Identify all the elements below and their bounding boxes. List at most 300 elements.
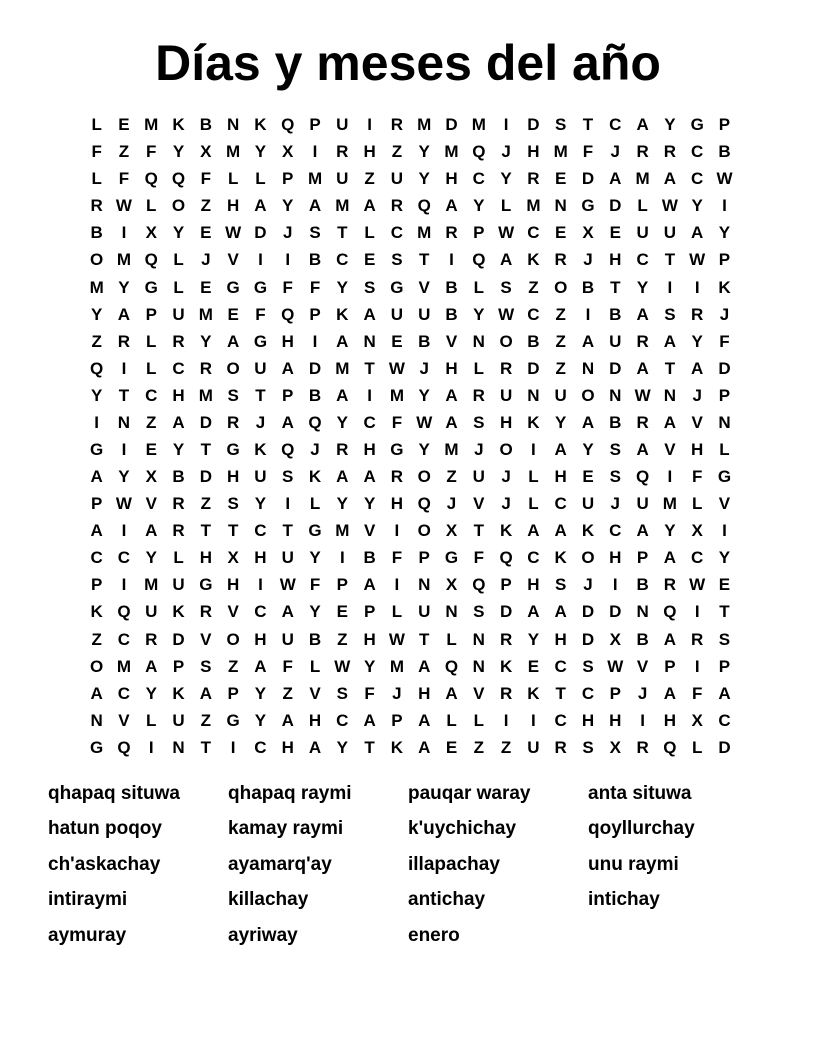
grid-letter: D (172, 629, 185, 649)
grid-letter: M (335, 196, 350, 216)
grid-letter: P (636, 548, 649, 568)
grid-letter: I (394, 575, 400, 595)
grid-letter: A (581, 331, 595, 351)
grid-letter: U (281, 548, 294, 568)
grid-letter: W (279, 575, 296, 595)
grid-letter: T (419, 629, 430, 649)
grid-letter: O (499, 439, 513, 459)
grid-letter: R (663, 142, 677, 162)
grid-letter: A (499, 250, 513, 270)
grid-letter: D (499, 602, 513, 622)
grid-letter: A (663, 548, 677, 568)
grid-letter: Q (472, 575, 486, 595)
grid-letter: Z (446, 467, 457, 487)
grid-letter: H (172, 385, 185, 405)
grid-letter: A (663, 169, 677, 189)
grid-letter: V (691, 412, 703, 432)
grid-letter: W (115, 494, 132, 514)
grid-letter: A (281, 710, 294, 730)
grid-letter: O (499, 331, 513, 351)
grid-letter: T (227, 521, 239, 541)
grid-letter: U (554, 385, 567, 405)
grid-letter: A (445, 683, 458, 703)
grid-letter: L (91, 115, 102, 135)
grid-letter: R (691, 304, 704, 324)
grid-letter: S (582, 656, 594, 676)
grid-letter: Y (363, 494, 376, 514)
grid-letter: T (582, 115, 594, 135)
grid-letter: R (499, 683, 513, 703)
grid-letter: M (116, 656, 132, 676)
grid-letter: P (718, 656, 731, 676)
grid-letter: Y (473, 304, 485, 324)
grid-letter: R (336, 439, 349, 459)
grid-letter: G (226, 277, 240, 297)
grid-letter: J (501, 467, 511, 487)
grid-letter: N (418, 575, 431, 595)
word-list-item: pauqar waray (408, 782, 531, 804)
grid-letter: M (526, 196, 541, 216)
grid-letter: X (582, 223, 594, 243)
grid-letter: M (553, 142, 568, 162)
grid-letter: Q (144, 250, 158, 270)
grid-letter: Y (418, 439, 430, 459)
grid-letter: P (309, 304, 321, 324)
grid-letter: V (309, 683, 321, 703)
grid-letter: K (172, 683, 185, 703)
grid-letter: H (308, 710, 322, 730)
grid-letter: H (363, 629, 376, 649)
grid-letter: X (200, 142, 212, 162)
grid-letter: P (718, 385, 731, 405)
grid-letter: A (199, 683, 212, 703)
word-list-item: ayriway (228, 924, 298, 946)
grid-letter: Y (363, 656, 376, 676)
grid-letter: T (364, 358, 375, 378)
grid-letter: A (254, 196, 267, 216)
grid-letter: P (718, 115, 731, 135)
grid-letter: A (663, 331, 677, 351)
grid-letter: W (716, 169, 733, 189)
word-list-item: k'uychichay (408, 818, 517, 840)
grid-letter: S (473, 412, 485, 432)
grid-letter: S (500, 277, 512, 297)
grid-letter: L (309, 656, 321, 676)
grid-letter: A (663, 412, 677, 432)
grid-letter: J (501, 142, 511, 162)
grid-letter: Q (635, 467, 650, 487)
grid-letter: W (689, 250, 706, 270)
grid-letter: U (472, 467, 485, 487)
grid-letter: B (172, 467, 185, 487)
grid-letter: X (691, 521, 703, 541)
grid-letter: E (118, 115, 130, 135)
word-list-item: intiraymi (48, 889, 128, 911)
grid-letter: X (691, 710, 703, 730)
grid-letter: U (418, 602, 431, 622)
grid-letter: K (499, 656, 513, 676)
grid-letter: M (389, 656, 404, 676)
grid-letter: S (555, 575, 567, 595)
grid-letter: J (446, 494, 457, 514)
grid-letter: C (554, 710, 567, 730)
grid-letter: A (363, 575, 376, 595)
grid-letter: L (637, 196, 648, 216)
grid-letter: M (198, 385, 213, 405)
word-list-item: hatun poqoy (48, 818, 162, 840)
grid-letter: L (146, 710, 157, 730)
grid-letter: P (282, 385, 294, 405)
grid-letter: B (418, 331, 431, 351)
grid-letter: V (118, 710, 130, 730)
grid-letter: R (90, 196, 103, 216)
grid-letter: R (199, 602, 212, 622)
grid-letter: Z (364, 169, 375, 189)
grid-letter: U (254, 467, 267, 487)
grid-letter: U (636, 223, 649, 243)
grid-letter: X (609, 629, 621, 649)
grid-letter: A (636, 358, 649, 378)
word-search-grid (83, 111, 738, 761)
grid-letter: M (226, 142, 241, 162)
grid-letter: I (694, 656, 700, 676)
grid-letter: R (390, 467, 404, 487)
grid-letter: K (527, 412, 540, 432)
grid-letter: B (445, 277, 458, 297)
grid-letter: L (91, 169, 102, 189)
grid-letter: O (226, 629, 240, 649)
grid-letter: Y (500, 169, 512, 189)
grid-letter: U (336, 115, 349, 135)
grid-letter: S (473, 602, 485, 622)
grid-letter: D (308, 358, 322, 378)
grid-letter: C (554, 656, 567, 676)
grid-letter: O (226, 358, 240, 378)
grid-letter: Y (309, 602, 321, 622)
grid-letter: E (145, 439, 157, 459)
grid-letter: L (446, 710, 457, 730)
grid-letter: Z (200, 494, 212, 514)
grid-letter: F (473, 548, 484, 568)
grid-letter: Q (472, 250, 486, 270)
grid-letter: H (527, 142, 540, 162)
grid-letter: Z (91, 629, 102, 649)
grid-letter: A (363, 467, 376, 487)
grid-letter: H (609, 548, 622, 568)
grid-letter: P (282, 169, 294, 189)
grid-letter: A (90, 521, 103, 541)
grid-letter: U (254, 358, 267, 378)
grid-letter: H (199, 548, 212, 568)
grid-letter: R (636, 331, 649, 351)
grid-letter: U (172, 304, 185, 324)
grid-letter: K (172, 115, 185, 135)
word-list-item: unu raymi (588, 853, 679, 875)
grid-letter: I (612, 575, 618, 595)
grid-letter: I (94, 412, 100, 432)
grid-letter: V (445, 331, 458, 351)
grid-letter: G (90, 439, 104, 459)
grid-letter: L (473, 358, 484, 378)
grid-letter: R (390, 115, 404, 135)
grid-letter: M (116, 250, 132, 270)
grid-letter: I (285, 250, 291, 270)
grid-letter: H (609, 710, 622, 730)
grid-letter: T (610, 277, 621, 297)
grid-letter: M (307, 169, 323, 189)
grid-letter: G (444, 548, 459, 568)
grid-letter: I (121, 439, 127, 459)
grid-letter: O (417, 521, 431, 541)
grid-letter: H (418, 683, 431, 703)
grid-letter: P (718, 250, 731, 270)
grid-letter: R (226, 412, 240, 432)
grid-letter: D (581, 169, 595, 189)
grid-letter: R (172, 494, 185, 514)
grid-letter: R (691, 629, 704, 649)
grid-letter: Z (118, 142, 130, 162)
grid-letter: C (117, 683, 131, 703)
grid-letter: M (417, 223, 432, 243)
grid-letter: I (121, 358, 127, 378)
grid-letter: L (173, 250, 184, 270)
grid-letter: U (609, 331, 622, 351)
grid-letter: E (200, 223, 212, 243)
grid-letter: J (392, 683, 402, 703)
grid-letter: A (336, 385, 349, 405)
grid-letter: K (90, 602, 103, 622)
grid-letter: N (472, 629, 485, 649)
grid-letter: Z (391, 142, 403, 162)
grid-letter: C (527, 223, 540, 243)
grid-letter: C (117, 629, 131, 649)
grid-letter: U (281, 629, 294, 649)
grid-letter: Y (582, 439, 594, 459)
grid-letter: Z (473, 737, 484, 757)
grid-letter: U (581, 494, 595, 514)
grid-letter: I (694, 277, 700, 297)
grid-letter: A (254, 656, 267, 676)
grid-letter: L (364, 223, 375, 243)
grid-letter: N (609, 385, 622, 405)
grid-letter: C (254, 737, 267, 757)
grid-letter: B (308, 629, 322, 649)
grid-letter: V (636, 656, 649, 676)
grid-letter: R (554, 250, 567, 270)
grid-letter: D (527, 115, 540, 135)
grid-letter: W (498, 223, 515, 243)
grid-letter: N (90, 710, 103, 730)
grid-letter: Y (336, 412, 348, 432)
grid-letter: Y (336, 737, 348, 757)
grid-letter: F (282, 656, 293, 676)
grid-letter: C (527, 304, 540, 324)
grid-letter: Y (172, 142, 185, 162)
grid-letter: S (609, 439, 621, 459)
grid-letter: K (527, 250, 540, 270)
grid-letter: H (527, 575, 540, 595)
grid-letter: U (636, 494, 649, 514)
grid-letter: I (531, 439, 536, 459)
grid-letter: C (172, 358, 185, 378)
grid-letter: W (607, 656, 624, 676)
grid-letter: Y (418, 169, 430, 189)
grid-letter: U (172, 710, 185, 730)
grid-letter: E (336, 602, 348, 622)
grid-letter: S (282, 467, 294, 487)
grid-letter: X (227, 548, 239, 568)
grid-letter: H (226, 575, 240, 595)
grid-letter: F (582, 142, 594, 162)
grid-letter: A (554, 602, 567, 622)
grid-letter: F (309, 277, 321, 297)
grid-letter: P (609, 683, 621, 703)
grid-letter: I (640, 710, 645, 730)
grid-letter: R (172, 331, 185, 351)
grid-letter: T (118, 385, 130, 405)
grid-letter: R (527, 169, 540, 189)
grid-letter: H (363, 142, 376, 162)
grid-letter: Q (417, 494, 431, 514)
grid-letter: A (336, 331, 349, 351)
grid-letter: H (281, 331, 294, 351)
grid-letter: Q (308, 412, 322, 432)
grid-letter: Y (118, 467, 130, 487)
grid-letter: H (691, 439, 704, 459)
grid-letter: I (367, 385, 372, 405)
grid-letter: C (254, 602, 267, 622)
grid-letter: F (691, 683, 703, 703)
grid-letter: E (227, 304, 239, 324)
grid-letter: R (636, 737, 649, 757)
grid-letter: G (253, 277, 268, 297)
word-list-item: kamay raymi (228, 818, 344, 840)
page-title: Días y meses del año (155, 35, 661, 91)
grid-letter: A (445, 412, 458, 432)
grid-letter: B (609, 412, 622, 432)
grid-letter: C (718, 710, 731, 730)
grid-letter: D (199, 467, 212, 487)
grid-letter: M (198, 304, 213, 324)
grid-letter: B (445, 304, 458, 324)
grid-letter: Z (227, 656, 239, 676)
grid-letter: D (609, 602, 622, 622)
grid-letter: I (585, 304, 591, 324)
grid-letter: Y (145, 683, 157, 703)
word-list-item: ch'askachay (48, 853, 161, 875)
grid-letter: Y (664, 115, 676, 135)
grid-letter: C (527, 548, 540, 568)
grid-letter: I (230, 737, 236, 757)
grid-letter: G (308, 521, 322, 541)
grid-letter: A (172, 412, 185, 432)
grid-letter: C (363, 412, 376, 432)
grid-letter: Y (691, 331, 703, 351)
grid-letter: V (200, 629, 212, 649)
grid-letter: A (527, 602, 540, 622)
grid-letter: N (363, 331, 376, 351)
grid-letter: F (200, 169, 212, 189)
grid-letter: A (718, 683, 731, 703)
grid-letter: W (661, 196, 678, 216)
grid-letter: R (636, 412, 649, 432)
grid-letter: V (473, 494, 485, 514)
grid-letter: J (255, 412, 266, 432)
grid-letter: Z (500, 737, 512, 757)
grid-letter: I (148, 737, 154, 757)
grid-letter: D (581, 629, 595, 649)
grid-letter: O (90, 250, 104, 270)
grid-letter: Y (200, 331, 212, 351)
grid-letter: I (312, 142, 318, 162)
grid-letter: Q (663, 737, 677, 757)
grid-letter: Q (144, 169, 158, 189)
grid-letter: N (527, 385, 540, 405)
grid-letter: Q (472, 142, 486, 162)
grid-letter: I (367, 115, 372, 135)
grid-letter: I (531, 710, 536, 730)
grid-letter: J (637, 683, 648, 703)
grid-letter: K (499, 521, 513, 541)
grid-letter: Z (555, 331, 566, 351)
grid-letter: B (718, 142, 731, 162)
grid-letter: B (363, 548, 376, 568)
grid-letter: I (667, 277, 673, 297)
grid-letter: N (636, 602, 649, 622)
grid-letter: J (610, 494, 621, 514)
grid-letter: Z (200, 710, 212, 730)
grid-letter: Z (91, 331, 102, 351)
grid-letter: L (528, 494, 539, 514)
grid-letter: M (144, 575, 159, 595)
grid-letter: H (581, 710, 595, 730)
grid-letter: N (472, 656, 485, 676)
grid-letter: H (554, 629, 567, 649)
grid-letter: S (200, 656, 212, 676)
grid-letter: S (336, 683, 348, 703)
grid-letter: Z (337, 629, 348, 649)
grid-letter: Y (145, 548, 157, 568)
grid-letter: U (418, 304, 431, 324)
grid-letter: I (503, 115, 509, 135)
grid-letter: T (664, 358, 676, 378)
grid-letter: K (390, 737, 404, 757)
grid-letter: Q (417, 196, 431, 216)
grid-letter: S (664, 304, 676, 324)
grid-letter: Y (336, 494, 348, 514)
grid-letter: L (173, 277, 184, 297)
grid-letter: V (718, 494, 731, 514)
grid-letter: U (499, 385, 513, 405)
grid-letter: B (609, 304, 622, 324)
grid-letter: A (363, 196, 376, 216)
grid-letter: H (254, 629, 267, 649)
grid-letter: K (554, 548, 567, 568)
grid-letter: C (117, 548, 131, 568)
grid-letter: V (664, 439, 676, 459)
grid-letter: M (444, 142, 459, 162)
grid-letter: A (527, 521, 540, 541)
word-list-item: killachay (228, 889, 309, 911)
grid-letter: C (609, 521, 622, 541)
grid-letter: J (719, 304, 730, 324)
grid-letter: R (117, 331, 131, 351)
grid-letter: L (473, 710, 484, 730)
grid-letter: R (472, 385, 485, 405)
grid-letter: C (145, 385, 158, 405)
grid-letter: Y (254, 683, 267, 703)
grid-letter: Y (254, 142, 267, 162)
